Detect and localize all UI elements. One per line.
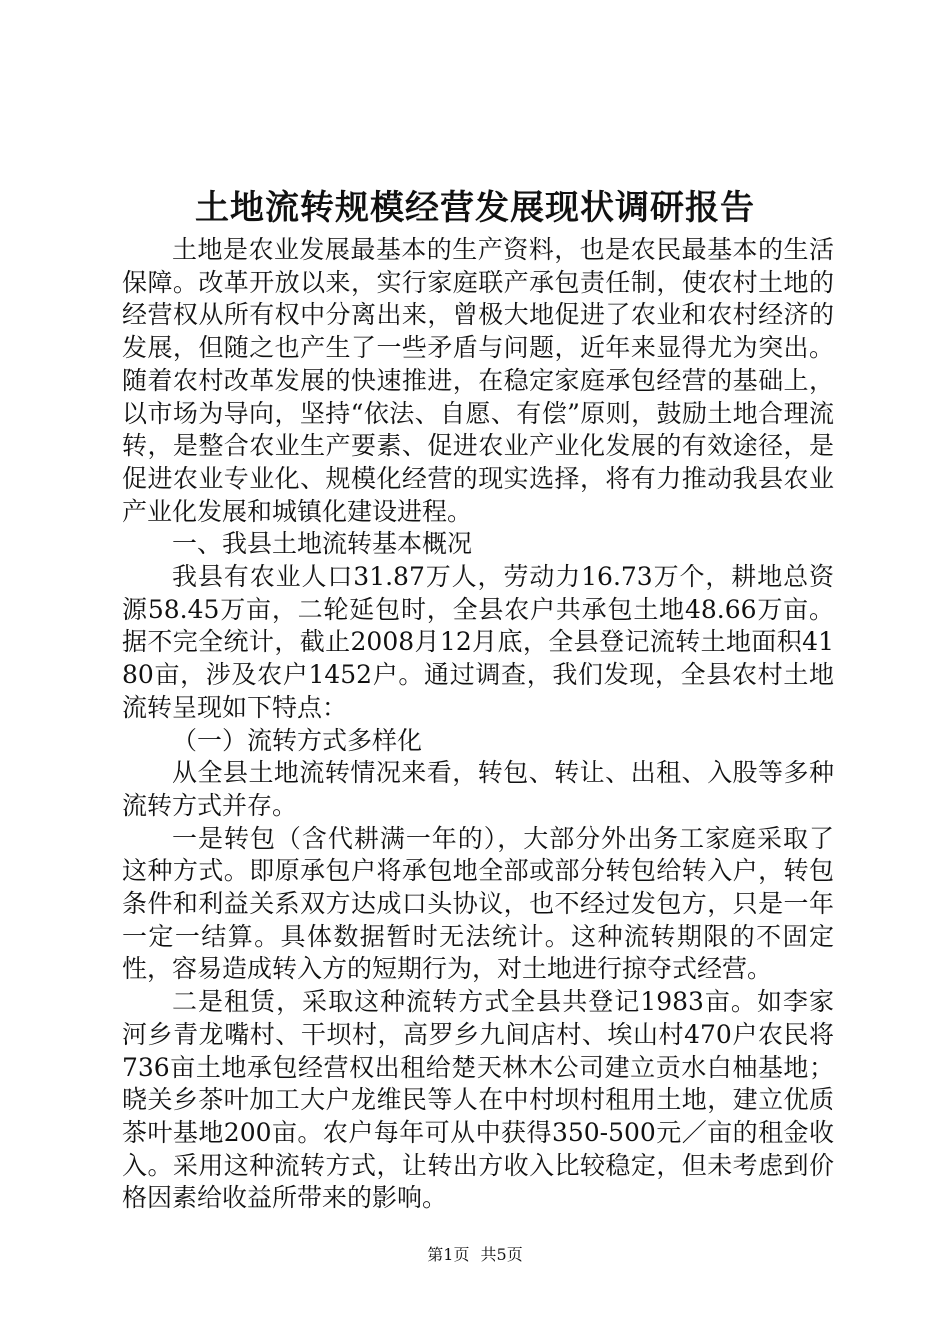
document-title: 土地流转规模经营发展现状调研报告 — [195, 188, 755, 228]
paragraph-lease: 二是租赁，采取这种流转方式全县共登记1983亩。如李家河乡青龙嘴村、干坝村，高罗乡九间店村、埃山村470户农民将736亩土地承包经营权出租给楚天林木公司建立贡水白柚基地；晓关乡茶叶加工大户龙维民等人在中村坝村租用土地，建立优质茶叶基地200亩。农户每年可从中获得350-500元／亩的租金收入。采用这种流转方式，让转出方收入比较稳定，但未考虑到价格因素给收益所带来的影响。 — [122, 987, 834, 1213]
page-footer — [0, 1244, 950, 1266]
paragraph-subcontract: 一是转包（含代耕满一年的），大部分外出务工家庭采取了这种方式。即原承包户将承包地全部或部分转包给转入户，转包条件和利益关系双方达成口头协议，也不经过发包方，只是一年一定一结算。具体数据暂时无法统计。这种流转期限的不固定性，容易造成转入方的短期行为，对土地进行掠夺式经营。 — [122, 823, 834, 984]
subsection-heading-diversity: （一）流转方式多样化 — [172, 725, 423, 755]
paragraph-methods: 从全县土地流转情况来看，转包、转让、出租、入股等多种流转方式并存。 — [122, 758, 834, 820]
document-body — [122, 234, 834, 1215]
page-total: 共5页 — [480, 1245, 523, 1264]
section-heading-overview: 一、我县土地流转基本概况 — [172, 529, 473, 559]
page-number: 第1页 — [427, 1245, 470, 1264]
paragraph-intro: 土地是农业发展最基本的生产资料，也是农民最基本的生活保障。改革开放以来，实行家庭联产承包责任制，使农村土地的经营权从所有权中分离出来，曾极大地促进了农业和农村经济的发展，但随之也产生了一些矛盾与问题，近年来显得尤为突出。随着农村改革发展的快速推进，在稳定家庭承包经营的基础上，以市场为导向，坚持“依法、自愿、有偿”原则，鼓励土地合理流转，是整合农业生产要素、促进农业产业化发展的有效途径，是促进农业专业化、规模化经营的现实选择，将有力推动我县农业产业化发展和城镇化建设进程。 — [122, 235, 834, 526]
paragraph-statistics: 我县有农业人口31.87万人，劳动力16.73万个，耕地总资源58.45万亩，二轮延包时，全县农户共承包土地48.66万亩。据不完全统计，截止2008月12月底，全县登记流转土地面积4180亩，涉及农户1452户。通过调查，我们发现，全县农村土地流转呈现如下特点： — [122, 562, 834, 722]
